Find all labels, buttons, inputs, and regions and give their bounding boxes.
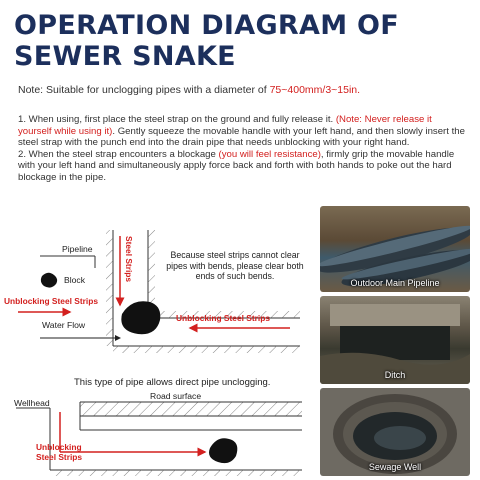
wellhead-label: Wellhead: [14, 398, 50, 408]
straight-pipe-diagram: [16, 402, 302, 476]
block-blob: [121, 301, 160, 334]
block-label: Block: [64, 275, 86, 285]
step-1-warning: (Note: Never release it yourself while using it): [18, 114, 432, 137]
step-1-text: 1. When using, first place the steel strap on the ground and fully release it.: [18, 114, 336, 125]
photo-caption-pipeline: Outdoor Main Pipeline: [350, 278, 440, 288]
bend-note: Because steel strips cannot clear pipes with bends, please clear both ends of such bends.: [166, 250, 304, 281]
water-flow-label: Water Flow: [42, 320, 86, 330]
legend-block-icon: [41, 273, 57, 288]
photo-caption-ditch: Ditch: [384, 370, 406, 380]
photo-caption-well: Sewage Well: [368, 462, 422, 472]
note-prefix: Note: Suitable for unclogging pipes with a diameter of: [18, 84, 270, 96]
note-diameter-range: 75~400mm/3~15in.: [269, 84, 361, 96]
pipeline-label: Pipeline: [62, 244, 93, 254]
photo-ditch: [320, 296, 470, 384]
step-2-text-cont: , firmly grip the movable handle with your left hand and simultaneously apply force back and forth with both hands to poke out the hard blockage in the pipe.: [18, 148, 455, 183]
step-2-warning: (you will feel resistance): [218, 148, 321, 160]
photo-outdoor-main-pipeline: [320, 206, 470, 292]
unblocking-strips-label-right: Unblocking Steel Strips: [176, 313, 271, 323]
road-surface-label: Road surface: [150, 391, 202, 401]
straight-pipe-heading: This type of pipe allows direct pipe unclogging.: [74, 377, 271, 388]
page-title: OPERATION DIAGRAM OF SEWER SNAKE: [14, 10, 400, 72]
straight-unblocking-label: Unblocking Steel Strips: [36, 442, 83, 462]
photo-sewage-well: [320, 388, 470, 476]
steel-strips-vertical-label: Steel Strips: [124, 236, 134, 283]
unblocking-strips-label-left: Unblocking Steel Strips: [4, 296, 99, 306]
bend-pipe-diagram: [18, 230, 300, 353]
straight-block-blob: [209, 438, 237, 463]
step-2-text: 2. When the steel strap encounters a blockage: [18, 148, 219, 160]
step-1-text-cont: . Gently squeeze the movable handle with your left hand, and then slowly insert the steel strap with the punch end into the drain pipe that needs unblocking with your right hand.: [18, 125, 465, 149]
